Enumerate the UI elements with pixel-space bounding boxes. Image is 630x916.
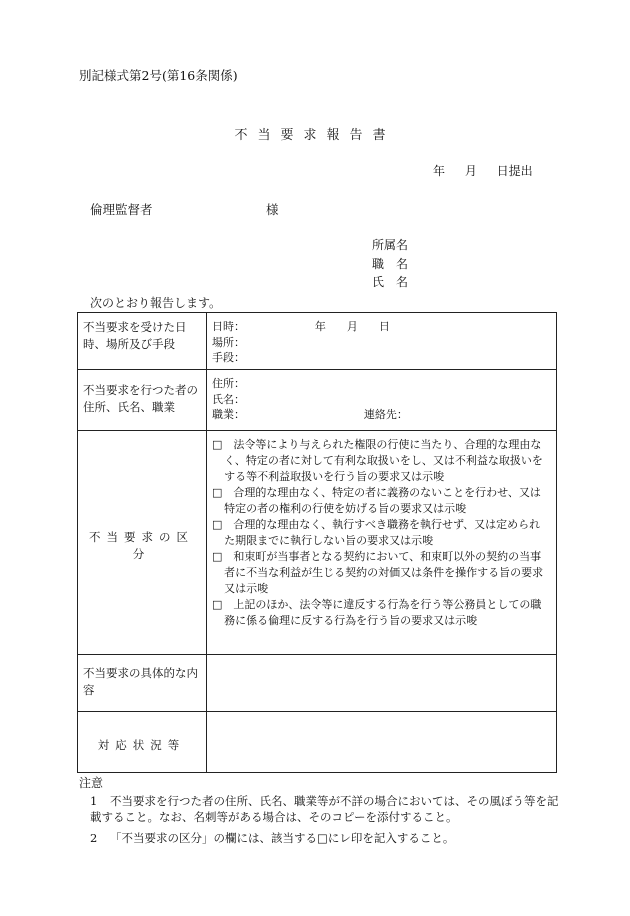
received-label: 不当要求を受けた日時、場所及び手段 [78,313,207,370]
category-option-2[interactable]: □ 合理的な理由なく、特定の者に義務のないことを行わせ、又は特定の者の権利の行使を妨げる旨の要求又は示唆 [212,486,541,515]
notes-heading: 注意 [79,776,104,790]
submission-date-line: 年 月 日提出 [433,164,533,178]
requester-label: 不当要求を行つた者の住所、氏名、職業 [78,370,207,431]
requester-field[interactable] [207,370,557,431]
category-option-1[interactable]: □ 法令等により与えられた権限の行使に当たり、合理的な理由なく、特定の者に対して有利な取扱いをし、又は不利益な取扱いをする等不利益取扱いを行う旨の要求又は示唆 [212,438,543,483]
document-title: 不当要求報告書 [234,128,396,143]
report-table [77,312,557,773]
response-field[interactable] [207,712,557,773]
note-item [90,793,560,825]
category-label-cell [78,431,207,655]
applicant-department-label: 所属名 [372,238,409,252]
details-field[interactable] [207,655,557,712]
category-option-5[interactable]: □ 上記のほか、法令等に違反する行為を行う等公務員としての職務に係る倫理に反する行為を行う旨の要求又は示唆 [212,598,542,627]
form-id: 別記様式第2号(第16条関係) [79,68,238,83]
received-field[interactable] [207,313,557,370]
category-label: 不当要求の区分 [89,529,194,561]
received-means: 手段： [212,351,245,364]
addressee: 倫理監督者 [90,202,153,217]
response-label-cell [78,712,207,773]
applicant-block [372,236,408,292]
requester-occupation: 職業： 連絡先： [212,408,408,421]
received-place: 場所： [212,335,245,349]
applicant-position-label: 職 名 [372,256,409,271]
note-item [90,830,560,846]
requester-address: 住所： [212,377,245,390]
note-text: 「不当要求の区分」の欄には、該当する□にレ印を記入すること。 [110,831,455,845]
table-row [78,313,557,370]
received-datetime: 日時： 年 月 日 [212,320,390,333]
note-number: 2 [90,831,98,845]
intro-text: 次のとおり報告します。 [90,296,222,310]
note-text: 不当要求を行つた者の住所、氏名、職業等が不詳の場合においては、その風ぼう等を記載すること。なお、名刺等がある場合は、そのコピーを添付すること。 [90,794,559,824]
category-option-4[interactable]: □ 和束町が当事者となる契約において、和束町以外の契約の当事者に不当な利益が生じる契約の対価又は条件を操作する旨の要求又は示唆 [212,550,544,595]
category-option-3[interactable]: □ 合理的な理由なく、執行すべき職務を執行せず、又は定められた期限までに執行しない旨の要求又は示唆 [212,518,541,547]
table-row [78,431,557,655]
addressee-suffix: 様 [266,202,279,217]
note-number: 1 [90,794,98,808]
category-field [207,431,557,655]
requester-name: 氏名： [212,392,245,406]
response-label: 対応状況等 [97,737,186,752]
table-row [78,712,557,773]
table-row [78,370,557,431]
applicant-name-label: 氏 名 [372,275,409,289]
table-row [78,655,557,712]
details-label: 不当要求の具体的な内容 [78,655,207,712]
